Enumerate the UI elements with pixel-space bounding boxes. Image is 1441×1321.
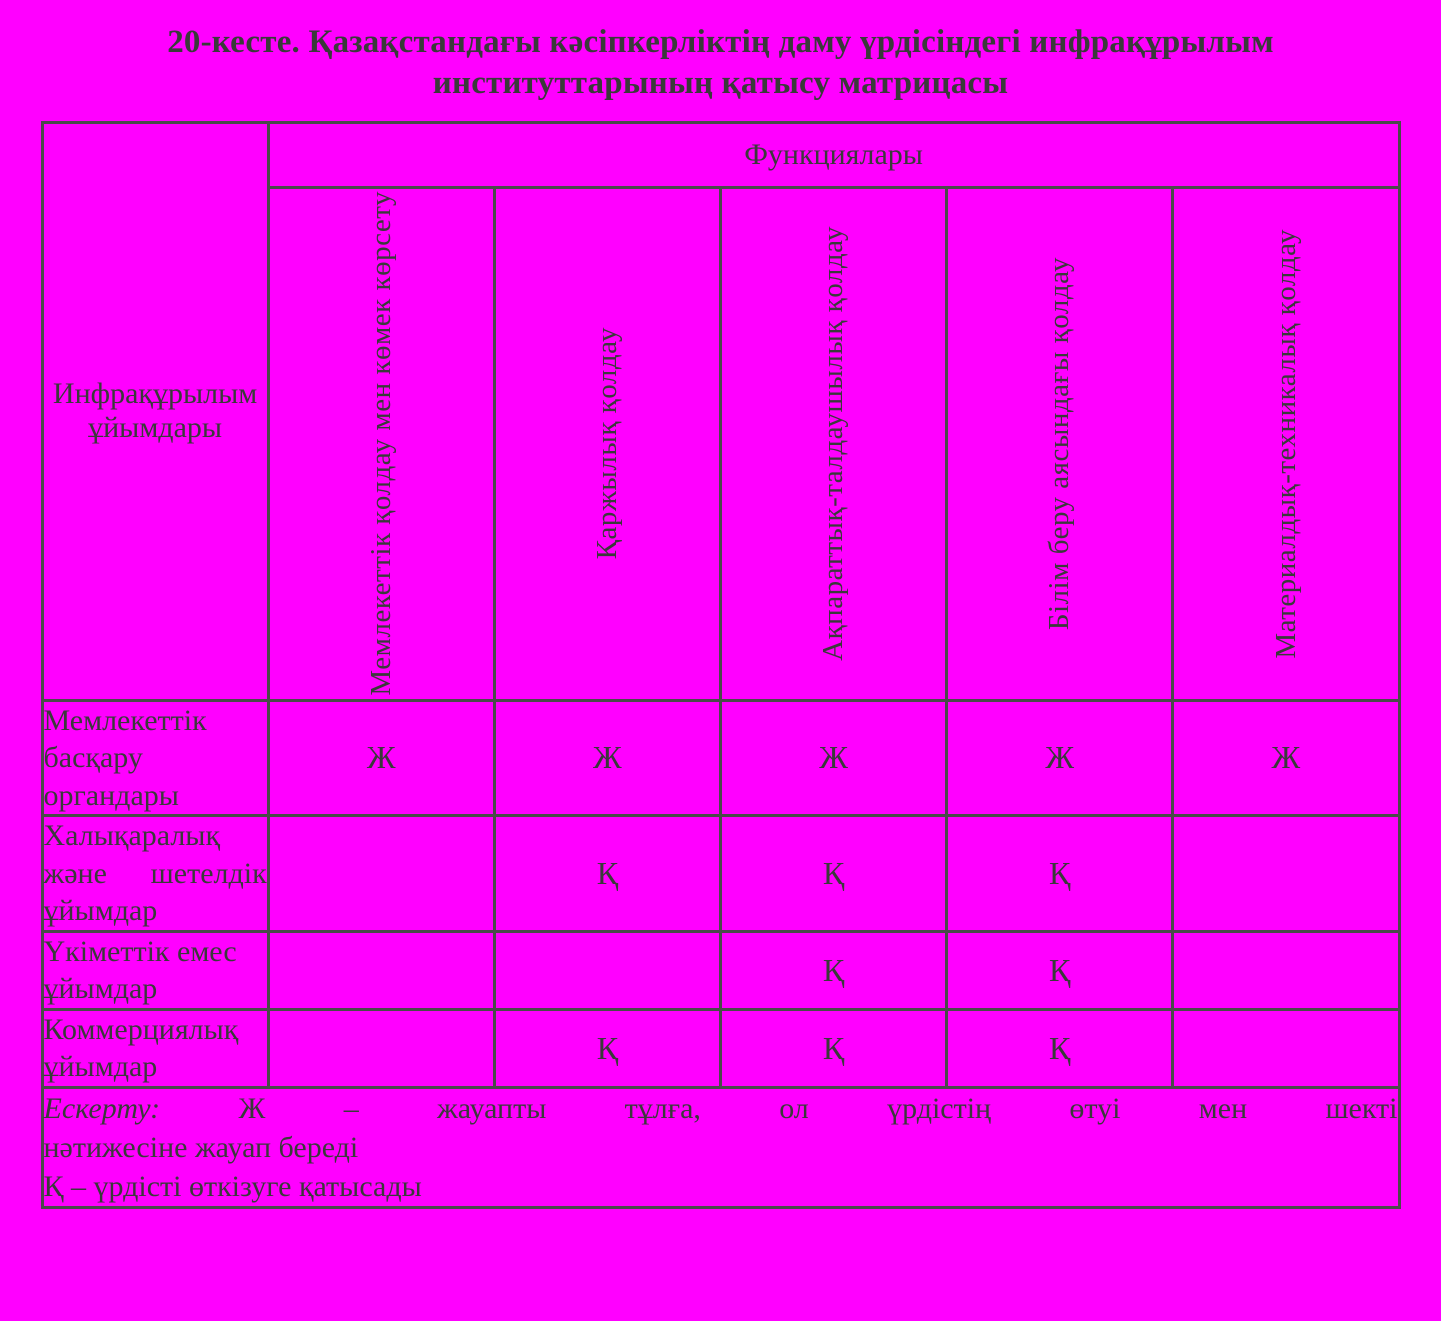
cell-value [1173,931,1399,1009]
note-line-2: нәтижесіне жауап береді [43,1130,359,1164]
cell-value: Ж [947,700,1173,816]
page-title: 20-кесте. Қазақстандағы кәсіпкерліктің даму үрдісіндегі инфрақұрылым институттарының қатысу матрицасы [167,24,1274,102]
cell-value: Ж [494,700,720,816]
cell-value: Қ [494,816,720,932]
cell-value [268,816,494,932]
row-label-state-bodies: Мемлекеттік басқару органдары [42,700,268,816]
functions-group-header: Функциялары [268,122,1399,187]
cell-value: Қ [494,1009,720,1087]
row-label-commercial-organizations: Коммерциялық ұйымдар [42,1009,268,1087]
column-header-material-technical-support [1173,187,1399,700]
table-header-row-group [42,122,1399,187]
cell-value: Ж [268,700,494,816]
cell-value: Қ [947,931,1173,1009]
note-label: Ескерту: [43,1091,161,1125]
cell-value: Қ [720,931,946,1009]
cell-value [1173,816,1399,932]
row-label-ngo: Үкіметтік емес ұйымдар [42,931,268,1009]
note-first-line [44,1089,1398,1128]
table-row [42,700,1399,816]
column-header-state-support [268,187,494,700]
cell-value [1173,1009,1399,1087]
cell-value: Қ [947,816,1173,932]
row-header-cell: Инфрақұрылым ұйымдары [42,122,268,700]
table-note [42,1087,1399,1207]
column-header-label: Мемлекеттік қолдау мен көмек көрсету [365,191,397,696]
table-row [42,1009,1399,1087]
column-header-education-support [947,187,1173,700]
column-header-financial-support [494,187,720,700]
table-row [42,931,1399,1009]
cell-value [268,931,494,1009]
cell-value: Ж [1173,700,1399,816]
cell-value: Қ [947,1009,1173,1087]
column-header-label: Материалдық-техникалық қолдау [1269,228,1302,659]
cell-value [268,1009,494,1087]
cell-value [494,931,720,1009]
column-header-information-analytical-support [720,187,946,700]
cell-value: Ж [720,700,946,816]
cell-value: Қ [720,1009,946,1087]
cell-value: Қ [720,816,946,932]
participation-matrix-table [41,121,1401,1209]
column-header-label: Білім беру аясындағы қолдау [1043,256,1076,631]
row-label-international-organizations: Халықаралық және шетелдік ұйымдар [42,816,268,932]
table-row [42,816,1399,932]
note-line-3: Қ – үрдісті өткізуге қатысады [43,1169,422,1203]
note-line-1: Ж – жауапты тұлға, ол үрдістің өтуі мен шекті [238,1091,1398,1125]
column-header-label: Ақпараттық-талдаушылық қолдау [817,226,850,661]
column-header-label: Қаржылық қолдау [591,327,624,560]
table-note-row [42,1087,1399,1207]
